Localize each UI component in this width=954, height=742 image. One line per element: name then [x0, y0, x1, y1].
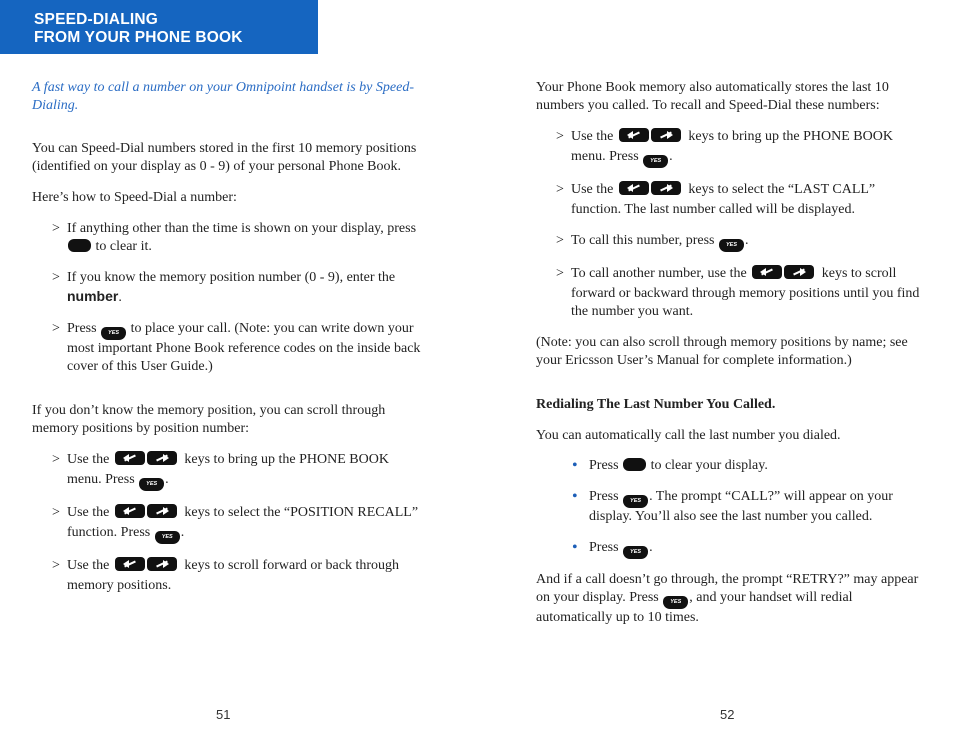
step-marker: > — [52, 452, 60, 467]
scroll-keys-icon — [619, 128, 683, 148]
paragraph: You can automatically call the last number you dialed. — [536, 428, 841, 443]
scroll-up-key-icon — [115, 451, 145, 465]
yes-key-icon: YES — [643, 155, 668, 168]
header-line-1: SPEED-DIALING — [34, 11, 159, 28]
scroll-up-key-icon — [115, 504, 145, 518]
clear-key-icon — [68, 239, 91, 252]
bullet-item: • Press to clear your display. — [572, 457, 768, 474]
scroll-keys-icon — [115, 504, 179, 524]
yes-key-icon: YES — [623, 495, 648, 508]
scroll-up-key-icon — [619, 181, 649, 195]
step-marker: > — [52, 321, 60, 336]
step-item: > Press YES to place your call. (Note: you can write down your most important Phone Book reference codes on the inside back cover of this User Guide.) — [52, 321, 421, 374]
yes-key-icon: YES — [101, 327, 126, 340]
scroll-up-key-icon — [752, 265, 782, 279]
paragraph: Your Phone Book memory also automatically stores the last 10 numbers you called. To recall and Speed-Dial these numbers: — [536, 80, 889, 113]
step-item: > Use the keys to scroll forward or back through memory positions. — [52, 558, 399, 593]
scroll-down-key-icon — [147, 451, 177, 465]
step-marker: > — [52, 505, 60, 520]
bullet-icon: • — [572, 457, 578, 474]
paragraph: If you don’t know the memory position, you can scroll through memory positions by position number: — [32, 403, 386, 436]
section-header — [0, 0, 318, 54]
note-text: (Note: you can also scroll through memory positions by name; see your Ericsson User’s Manual for complete information.) — [536, 335, 908, 368]
scroll-up-key-icon — [619, 128, 649, 142]
section-heading: Redialing The Last Number You Called. — [536, 397, 776, 412]
scroll-keys-icon — [115, 451, 179, 471]
scroll-keys-icon — [115, 557, 179, 577]
paragraph: You can Speed-Dial numbers stored in the first 10 memory positions (identified on your display as 0 - 9) of your personal Phone Book. — [32, 141, 417, 174]
step-item: > Use the keys to select the “POSITION RECALL” function. Press YES . — [32, 504, 422, 544]
yes-key-icon: YES — [155, 531, 180, 544]
page-number-left: 51 — [216, 707, 231, 722]
paragraph: Here’s how to Speed-Dial a number: — [32, 190, 237, 205]
scroll-down-key-icon — [147, 504, 177, 518]
step-marker: > — [52, 221, 60, 236]
step-item: > Use the keys to bring up the PHONE BOOK menu. Press YES . — [32, 451, 422, 491]
step-item: > Use the keys to bring up the PHONE BOOK menu. Press YES . — [536, 128, 928, 168]
clear-key-icon — [623, 458, 646, 471]
scroll-down-key-icon — [784, 265, 814, 279]
right-column — [536, 79, 928, 627]
step-item: > Use the keys to select the “LAST CALL” function. The last number called will be displayed. — [556, 182, 876, 217]
yes-key-icon: YES — [139, 478, 164, 491]
scroll-down-key-icon — [147, 557, 177, 571]
scroll-up-key-icon — [115, 557, 145, 571]
step-item: > To call this number, press YES . — [536, 232, 928, 252]
intro-text: A fast way to call a number on your Omnipoint handset is by Speed-Dialing. — [32, 80, 414, 113]
bullet-item: • Press YES . — [536, 539, 928, 559]
scroll-down-key-icon — [651, 128, 681, 142]
header-line-2: FROM YOUR PHONE BOOK — [34, 29, 243, 46]
step-item: > If you know the memory position number (0 - 9), enter the number. — [52, 270, 396, 305]
scroll-down-key-icon — [651, 181, 681, 195]
scroll-keys-icon — [752, 265, 816, 285]
yes-key-icon: YES — [663, 596, 688, 609]
paragraph: And if a call doesn’t go through, the prompt “RETRY?” may appear on your display. Press YES , and your handset will redial automatically up to 10 times. — [536, 572, 919, 625]
step-marker: > — [556, 129, 564, 144]
step-marker: > — [556, 266, 564, 281]
step-marker: > — [556, 182, 564, 197]
bullet-icon: • — [572, 539, 578, 556]
yes-key-icon: YES — [623, 546, 648, 559]
bullet-icon: • — [572, 488, 578, 505]
page-number-right: 52 — [720, 707, 735, 722]
bullet-item: • Press YES . The prompt “CALL?” will appear on your display. You’ll also see the last number you called. — [572, 488, 893, 524]
step-marker: > — [52, 270, 60, 285]
left-column — [32, 79, 422, 595]
step-item: > If anything other than the time is shown on your display, press to clear it. — [52, 221, 417, 254]
yes-key-icon: YES — [719, 239, 744, 252]
step-marker: > — [556, 233, 564, 248]
step-item: > To call another number, use the keys to scroll forward or backward through memory positions until you find the number you want. — [556, 266, 920, 319]
scroll-keys-icon — [619, 181, 683, 201]
step-marker: > — [52, 558, 60, 573]
